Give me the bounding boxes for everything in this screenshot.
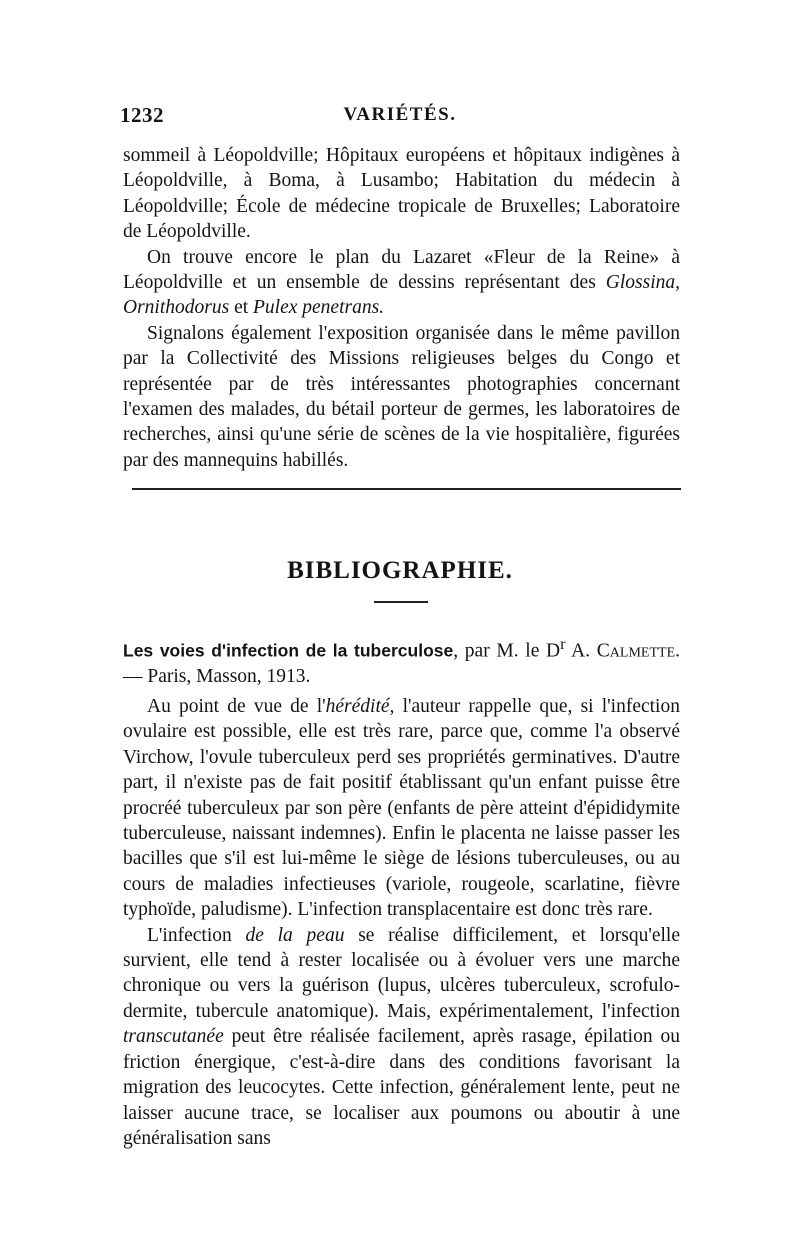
paragraph [123,694,680,923]
page-number: 1232 [120,103,164,127]
paragraph: Signalons également l'exposition organisée dans le même pavillon par la Collectivité des Missions religieuses belges du Congo et représentée par de très intéressantes photographies concernant l'examen des malades, du bétail porteur de germes, les laboratoires de recherches, ainsi qu'une série de scènes de la vie hospitalière, figurées par des mannequins habillés. [123,322,680,471]
top-section [123,143,680,473]
section-divider [132,488,681,490]
italic-run: Pulex penetrans. [253,297,385,319]
reference-author: Calmette. [596,640,680,662]
text-run: On trouve encore le plan du Lazaret «Fleur de la Reine» à Léopoldville et un ensemble de dessins représentant des [123,246,680,294]
reference-title: Les voies d'infection de la tuberculose [123,640,454,661]
reference-sup: r [560,635,566,653]
italic-run: transcutanée [123,1026,224,1048]
paragraph: sommeil à Léopoldville; Hôpitaux européens et hôpitaux indigènes à Léopoldville, à Boma, à Lusambo; Habitation du médecin à Léopoldville; École de médecine tropicale de Bruxelles; Laboratoire de Léopoldville. [123,145,680,243]
paragraph [123,923,680,1152]
text-run: Au point de vue de l' [147,696,326,717]
reference-initial: A. [565,640,597,662]
text-run: l'auteur rappelle que, si l'infection ovulaire est possible, elle est très rare, parce que, comme l'a observé Virchow, l'ovule tuberculeux perd ses propriétés germinatives. D'autre part, il n'existe pas de fait positif établissant qu'un enfant puisse être procréé tuberculeux par son père (enfants de père atteint d'épididymite tuberculeuse, naissant indemnes). Enfin le placenta ne laisse passer les bacilles que s'il est lui-même le siège de lésions tuberculeuses, ou au cours de maladies infectieuses (variole, rougeole, scarlatine, fièvre typhoïde, paludisme). L'infection transplacentaire est donc très rare. [123,696,680,921]
text-run: et [229,297,254,319]
reference-line [123,632,680,689]
page-header [120,103,680,133]
italic-run: Glossina, Ornithodorus [123,272,680,319]
text-run: L'infection [147,924,246,946]
paragraph [123,245,680,321]
reference-by: , par M. le D [453,640,561,662]
bibliographic-reference [123,632,680,689]
running-title: VARIÉTÉS. [343,104,457,125]
title-rule [374,601,428,603]
text-run: peut être réalisée facilement, après rasage, épilation ou friction énergique, c'est-à-dire dans des conditions favorisant la migration des leucocytes. Cette infection, généralement lente, peut ne laisser aucune trace, se localiser aux poumons ou aboutir à une généralisation sans [123,1026,680,1149]
text-run: se réalise difficilement, et lorsqu'elle survient, elle tend à rester localisée ou à évoluer vers une marche chronique ou vers la guérison (lupus, ulcères tuberculeux, scrofulo-dermite, tubercule anatomique). Mais, expérimentalement, l'infection [123,924,681,1022]
reference-publisher: — Paris, Masson, 1913. [123,665,311,687]
italic-run: de la peau [245,924,345,946]
section-title: BIBLIOGRAPHIE. [287,557,513,584]
italic-run: hérédité, [325,696,395,717]
review-body [123,694,680,1151]
